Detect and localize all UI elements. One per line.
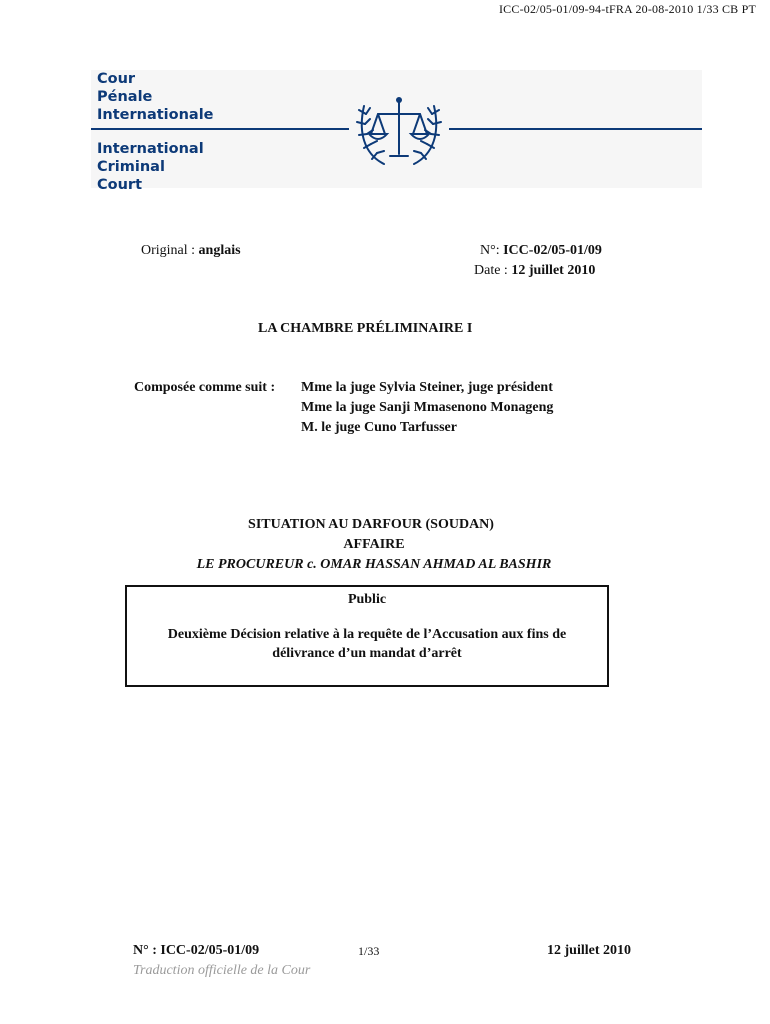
date-value: 12 juillet 2010 xyxy=(511,263,596,278)
logo-line-penale: Pénale xyxy=(97,89,153,105)
icc-logo xyxy=(91,70,702,193)
decision-title-box xyxy=(125,585,609,687)
decision-title-line-2: délivrance d’un mandat d’arrêt xyxy=(272,646,462,661)
page-number: 1/33 xyxy=(358,944,380,958)
logo-line-internationale: Internationale xyxy=(97,107,214,123)
scales-of-justice-icon xyxy=(354,84,444,172)
logo-rule-right xyxy=(449,128,702,130)
document-stamp: ICC-02/05-01/09-94-tFRA 20-08-2010 1/33 CB PT xyxy=(498,2,756,16)
logo-rule-left xyxy=(91,128,349,130)
classification: Public xyxy=(347,592,387,607)
document-date xyxy=(474,263,595,279)
logo-line-international: International xyxy=(97,141,204,157)
judge-2: Mme la juge Sanji Mmasenono Monageng xyxy=(301,400,554,415)
logo-line-cour: Cour xyxy=(97,71,136,87)
footer-case-number: N° : ICC-02/05-01/09 xyxy=(133,943,260,958)
decision-title-line-1: Deuxième Décision relative à la requête de l’Accusation aux fins de xyxy=(167,627,567,642)
footer-date: 12 juillet 2010 xyxy=(547,943,631,958)
case-number-value: ICC-02/05-01/09 xyxy=(503,243,602,258)
logo-line-court: Court xyxy=(97,177,143,193)
original-language xyxy=(141,243,241,259)
composition-label: Composée comme suit : xyxy=(134,380,276,395)
chamber-title: LA CHAMBRE PRÉLIMINAIRE I xyxy=(258,321,473,336)
judge-1: Mme la juge Sylvia Steiner, juge président xyxy=(301,380,553,395)
case-number xyxy=(480,243,602,259)
situation-heading: SITUATION AU DARFOUR (SOUDAN) xyxy=(248,517,494,532)
original-value: anglais xyxy=(198,243,241,258)
affaire-heading: AFFAIRE xyxy=(343,537,405,552)
official-translation-note: Traduction officielle de la Cour xyxy=(133,963,311,978)
logo-line-criminal: Criminal xyxy=(97,159,165,175)
case-number-label: N°: xyxy=(480,243,500,258)
original-label: Original : xyxy=(141,243,196,258)
judge-3: M. le juge Cuno Tarfusser xyxy=(301,420,457,435)
case-parties: LE PROCUREUR c. OMAR HASSAN AHMAD AL BASHIR xyxy=(196,557,552,572)
date-label: Date : xyxy=(474,263,508,278)
